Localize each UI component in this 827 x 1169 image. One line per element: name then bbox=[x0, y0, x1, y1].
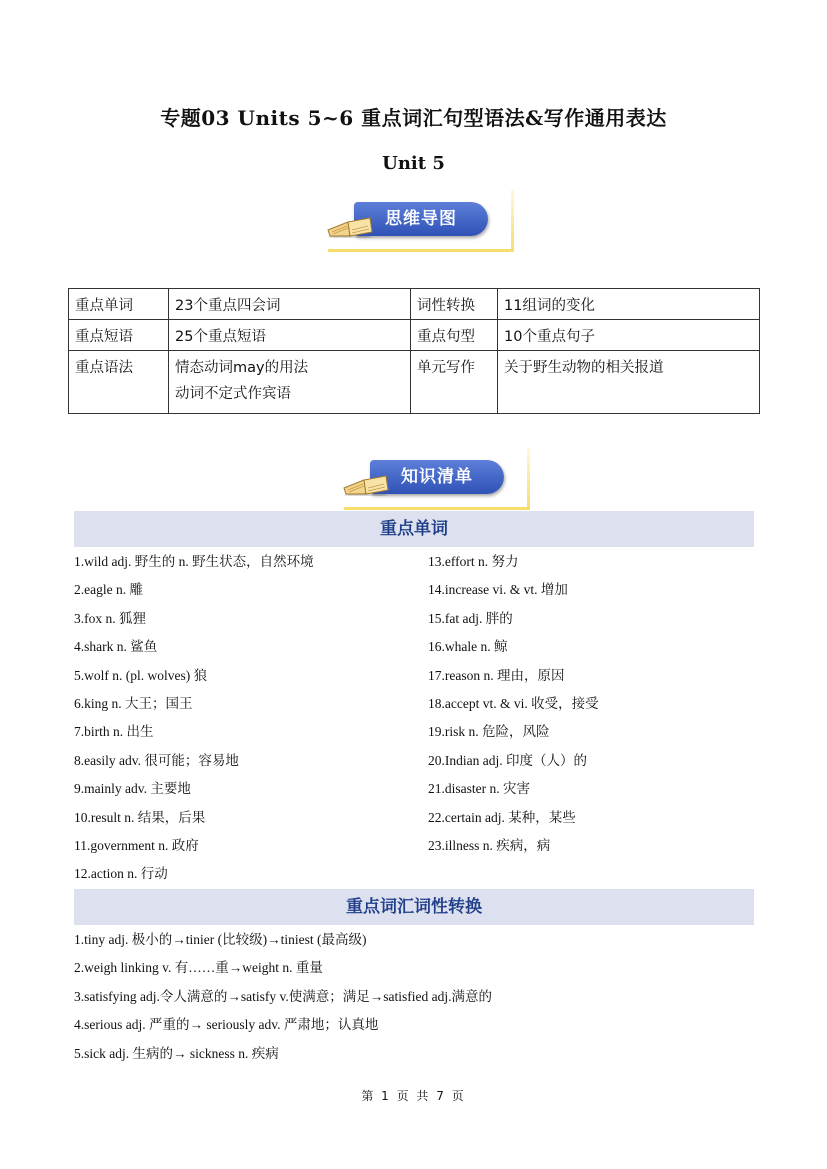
banner-underline bbox=[328, 249, 514, 252]
list-item: 5.sick adj. 生病的→ sickness n. 疾病 bbox=[74, 1045, 279, 1061]
grammar-point: 情态动词may的用法 bbox=[175, 360, 309, 376]
list-item: 4.shark n. 鲨鱼 bbox=[74, 639, 158, 655]
banner-side-line bbox=[511, 190, 514, 252]
knowledge-list-banner bbox=[330, 448, 530, 512]
list-item: 18.accept vt. & vi. 收受，接受 bbox=[428, 695, 599, 711]
table-row bbox=[69, 289, 760, 320]
list-item: 21.disaster n. 灾害 bbox=[428, 781, 530, 797]
table-row bbox=[69, 320, 760, 351]
list-item: 4.serious adj. 严重的→ seriously adv. 严肃地；认真地 bbox=[74, 1017, 379, 1033]
conversion-list bbox=[74, 926, 754, 1068]
vocab-column-right bbox=[428, 548, 758, 860]
list-item: 3.fox n. 狐狸 bbox=[74, 610, 146, 626]
list-item: 2.eagle n. 雕 bbox=[74, 582, 143, 598]
list-item: 17.reason n. 理由，原因 bbox=[428, 667, 565, 683]
conversion-section-heading: 重点词汇词性转换 bbox=[74, 889, 754, 925]
grammar-point: 动词不定式作宾语 bbox=[175, 386, 291, 402]
table-cell: 重点句型 bbox=[411, 320, 498, 351]
list-item: 20.Indian adj. 印度（人）的 bbox=[428, 752, 587, 768]
table-cell: 重点语法 bbox=[69, 351, 169, 414]
document-title: 专题03 Units 5~6 重点词汇句型语法&写作通用表达 bbox=[160, 106, 667, 130]
list-item: 5.wolf n. (pl. wolves) 狼 bbox=[74, 667, 208, 683]
vocab-section-heading: 重点单词 bbox=[74, 511, 754, 547]
list-item: 1.tiny adj. 极小的→tinier (比较级)→tiniest (最高级) bbox=[74, 932, 367, 947]
banner-side-line bbox=[527, 448, 530, 510]
list-item: 23.illness n. 疾病，病 bbox=[428, 837, 551, 853]
list-item: 14.increase vi. & vt. 增加 bbox=[428, 582, 568, 598]
list-item: 16.whale n. 鲸 bbox=[428, 639, 508, 655]
list-item: 1.wild adj. 野生的 n. 野生状态，自然环境 bbox=[74, 554, 314, 569]
open-book-icon bbox=[326, 208, 374, 238]
page-footer: 第 1 页 共 7 页 bbox=[361, 1089, 466, 1103]
unit-heading: Unit 5 bbox=[382, 153, 445, 174]
vocab-column-left bbox=[74, 548, 424, 889]
banner-underline bbox=[344, 507, 530, 510]
table-row bbox=[69, 351, 760, 414]
list-item: 22.certain adj. 某种，某些 bbox=[428, 809, 576, 825]
list-item: 12.action n. 行动 bbox=[74, 866, 168, 882]
list-item: 3.satisfying adj.令人满意的→satisfy v.使满意；满足→satisfied adj.满意的 bbox=[74, 988, 492, 1004]
table-cell: 25个重点短语 bbox=[169, 320, 411, 351]
list-item: 13.effort n. 努力 bbox=[428, 554, 519, 569]
table-cell: 重点短语 bbox=[69, 320, 169, 351]
table-cell: 单元写作 bbox=[411, 351, 498, 414]
knowledge-list-label: 知识清单 bbox=[370, 460, 504, 494]
list-item: 19.risk n. 危险，风险 bbox=[428, 724, 550, 740]
list-item: 15.fat adj. 胖的 bbox=[428, 610, 513, 626]
list-item: 11.government n. 政府 bbox=[74, 837, 199, 853]
list-item: 10.result n. 结果，后果 bbox=[74, 809, 206, 825]
list-item: 6.king n. 大王；国王 bbox=[74, 695, 193, 711]
mind-map-banner bbox=[314, 190, 514, 254]
mind-map-label: 思维导图 bbox=[354, 202, 488, 236]
table-cell: 重点单词 bbox=[69, 289, 169, 320]
list-item: 2.weigh linking v. 有……重→weight n. 重量 bbox=[74, 960, 323, 976]
list-item: 9.mainly adv. 主要地 bbox=[74, 781, 191, 797]
table-cell: 11组词的变化 bbox=[498, 289, 760, 320]
table-cell: 词性转换 bbox=[411, 289, 498, 320]
table-cell bbox=[169, 351, 411, 414]
overview-table bbox=[68, 288, 760, 414]
table-cell: 10个重点句子 bbox=[498, 320, 760, 351]
list-item: 7.birth n. 出生 bbox=[74, 724, 154, 740]
table-cell: 关于野生动物的相关报道 bbox=[498, 351, 760, 414]
table-cell: 23个重点四会词 bbox=[169, 289, 411, 320]
list-item: 8.easily adv. 很可能；容易地 bbox=[74, 752, 239, 768]
open-book-icon bbox=[342, 466, 390, 496]
